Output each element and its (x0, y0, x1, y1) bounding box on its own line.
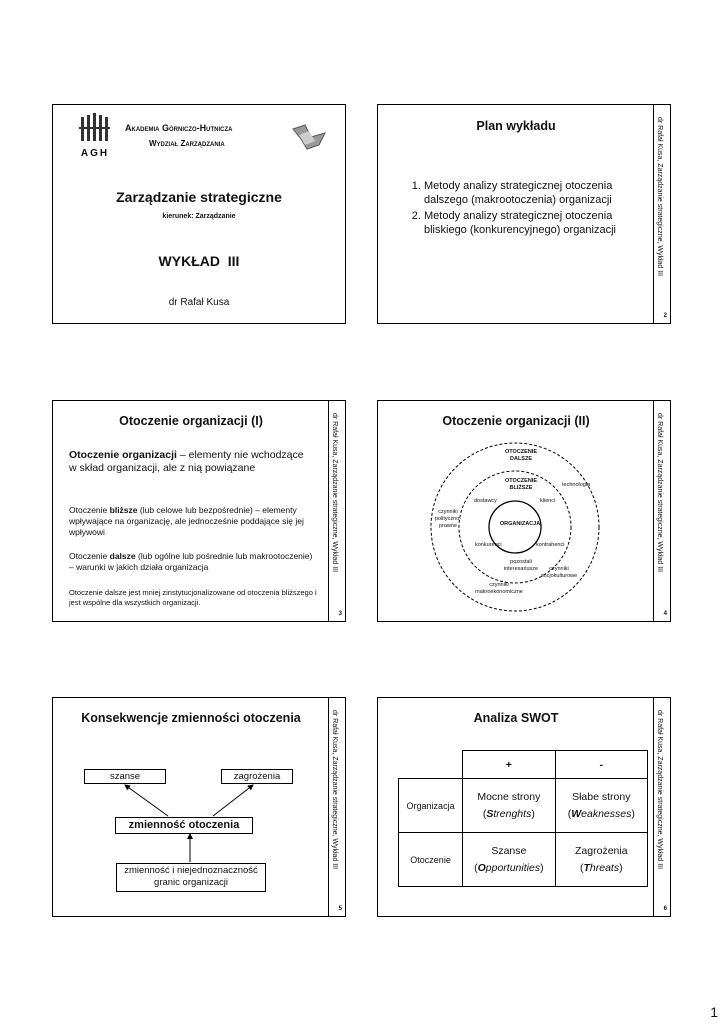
definition-far (69, 551, 314, 573)
author-course-label: dr Rafał Kusa, Zarządzanie strategiczne, Wykład III (656, 710, 663, 870)
slide-3 (52, 400, 346, 622)
bold-term: dalsze (109, 551, 136, 561)
swot-corner (399, 751, 463, 779)
zagrozenia-box: zagrożenia (221, 769, 293, 784)
bold-term: Otoczenie organizacji (69, 449, 177, 461)
strengths-english: trenghts (493, 807, 532, 820)
row-label-otoczenie: Otoczenie (399, 833, 463, 887)
label-polityczne: czynniki polityczno-prawne (434, 509, 462, 529)
author: dr Rafał Kusa (168, 297, 230, 308)
bold-term: bliższe (109, 505, 138, 515)
text: Otoczenie (69, 505, 110, 515)
slide-5 (52, 697, 346, 917)
label-center: ORGANIZACJA (499, 521, 541, 527)
faculty-logo (289, 123, 329, 160)
swot-header-plus: + (463, 751, 555, 779)
slide-title: Otoczenie organizacji (I) (119, 414, 263, 428)
plan-item: 2. Metody analizy strategicznej otoczenia bliskiego (konkurencyjnego) organizacji (424, 209, 640, 237)
slide-1 (52, 104, 346, 324)
label-klienci: klienci (540, 498, 556, 504)
university-name: Akademia Górniczo-Hutnicza (125, 123, 233, 133)
text: Otoczenie (69, 551, 110, 561)
slide-number: 6 (663, 906, 667, 912)
author-course-label: dr Rafał Kusa, Zarządzanie strategiczne, Wykład III (331, 710, 338, 870)
plan-list (404, 179, 640, 239)
swot-table (398, 750, 648, 887)
definition-text: (lub celowe lub bezpośrednie) – elementy wpływające na organizację, ale jednocześnie poddające się jej wpływowi (69, 505, 304, 537)
author-course-label: dr Rafał Kusa, Zarządzanie strategiczne, Wykład III (656, 117, 663, 277)
plan-item: 1. Metody analizy strategicznej otoczenia dalszego (makrootoczenia) organizacji (424, 179, 640, 207)
arrow-to-zagrozenia (213, 785, 253, 816)
label-kontrahenci: kontrahenci (536, 542, 565, 548)
row-label-organizacja: Organizacja (399, 779, 463, 833)
center-box: zmienność otoczenia (115, 817, 253, 834)
definition-text: – elementy nie wchodzące w skład organizacji, ale z nią powiązane (69, 449, 304, 474)
threats-label: Zagrożenia (575, 844, 628, 857)
agh-emblem-icon (75, 113, 115, 143)
page-number: 1 (710, 1004, 718, 1020)
slide-4 (377, 400, 671, 622)
author-course-label: dr Rafał Kusa, Zarządzanie strategiczne, Wykład III (656, 413, 663, 573)
sidebar (328, 401, 345, 621)
strengths-cell: Mocne strony (Strenghts) (463, 779, 555, 833)
sidebar (328, 698, 345, 916)
slide-number: 4 (663, 611, 667, 617)
sidebar (653, 698, 670, 916)
label-middle: OTOCZENIE BLIŻSZE (505, 478, 537, 491)
definition-text: (lub ogólne lub pośrednie lub makrootoczenie) – warunki w jakich działa organizacja (69, 551, 313, 572)
slide-number: 5 (338, 906, 342, 912)
opportunities-label: Szanse (491, 844, 527, 857)
weaknesses-initial: W (571, 807, 582, 820)
slide-title: Otoczenie organizacji (II) (442, 414, 590, 428)
author-course-label: dr Rafał Kusa, Zarządzanie strategiczne, Wykład III (331, 413, 338, 573)
definition-near (69, 505, 309, 538)
label-konkurenci: konkurenci (475, 542, 502, 548)
swot-header-minus: - (555, 751, 647, 779)
faculty-emblem-icon (289, 123, 329, 155)
weaknesses-label: Słabe strony (572, 790, 631, 803)
arrow-to-szanse (125, 785, 168, 816)
agh-text: AGH (80, 148, 110, 159)
slide-number: 2 (663, 313, 667, 319)
label-spoleczne: czynniki socjokulturowe (540, 566, 578, 579)
label-outer: OTOCZENIE DALSZE (505, 449, 537, 462)
threats-initial: T (583, 861, 590, 874)
slide-title: Konsekwencje zmienności otoczenia (81, 711, 301, 725)
threats-english: hreats (589, 861, 620, 874)
faculty-name: Wydział Zarządzania (149, 139, 225, 148)
opportunities-initial: O (477, 861, 486, 874)
slide-2 (377, 104, 671, 324)
strengths-initial: S (486, 807, 494, 820)
sidebar (653, 401, 670, 621)
opportunities-english: pportunities (485, 861, 541, 874)
agh-logo (75, 113, 115, 159)
definition-main (69, 449, 309, 475)
label-ekonomiczne: czynniki makroekonomiczne (475, 582, 523, 595)
opportunities-cell: Szanse (Opportunities) (463, 833, 555, 887)
note-text: Otoczenie dalsze jest mniej zinstytucjonalizowane od otoczenia bliższego i jest wspólne dla wszystkich organizacji. (69, 588, 317, 607)
course-title: Zarządzanie strategiczne (116, 189, 282, 205)
slide-number: 3 (338, 611, 342, 617)
weaknesses-english: eaknesses (581, 807, 632, 820)
szanse-box: szanse (84, 769, 166, 784)
lecture-number: WYKŁAD III (158, 253, 240, 269)
threats-cell: Zagrożenia (Threats) (555, 833, 647, 887)
weaknesses-cell: Słabe strony (Weaknesses) (555, 779, 647, 833)
strengths-label: Mocne strony (477, 790, 541, 803)
slide-title: Analiza SWOT (473, 711, 559, 725)
label-pozostali: pozostali interesariusze (503, 559, 539, 572)
sidebar (653, 105, 670, 323)
label-technologia: technologia (562, 482, 591, 488)
label-dostawcy: dostawcy (474, 498, 497, 504)
course-subtitle: kierunek: Zarządzanie (162, 213, 236, 220)
slide-title: Plan wykładu (476, 119, 556, 133)
slide-6 (377, 697, 671, 917)
boundaries-box: zmienność i niejednoznaczność granic organizacji (116, 863, 266, 892)
